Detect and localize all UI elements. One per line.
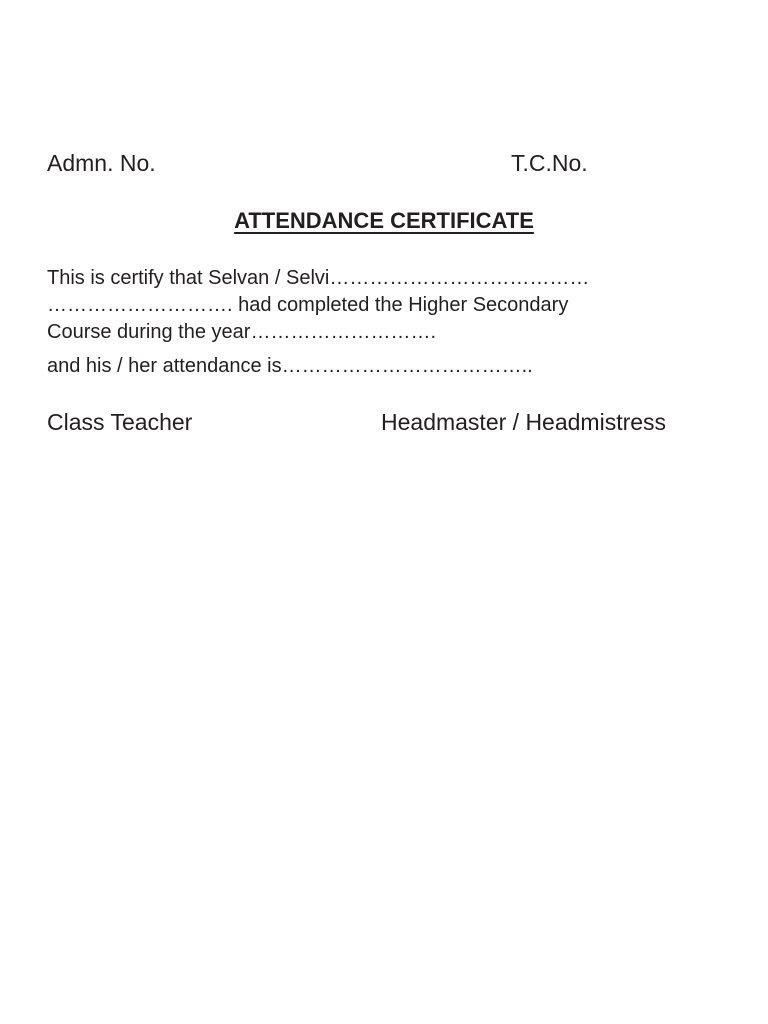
header-row [47, 150, 707, 180]
body-line-2: ………………………. had completed the Higher Secondary [47, 294, 569, 316]
certificate-title [0, 208, 768, 234]
certificate-title-text: ATTENDANCE CERTIFICATE [234, 208, 534, 233]
admission-number-label: Admn. No. [47, 150, 156, 176]
body-line-3: Course during the year………………………. [47, 321, 437, 343]
body-line-4: and his / her attendance is……………………………….. [47, 355, 533, 377]
body-line-1: This is certify that Selvan / Selvi………………………………… [47, 267, 590, 289]
class-teacher-signature-label: Class Teacher [47, 409, 193, 435]
tc-number-label: T.C.No. [511, 150, 588, 176]
signature-row [47, 409, 707, 441]
certificate-body [47, 265, 707, 380]
headmaster-signature-label: Headmaster / Headmistress [381, 409, 667, 435]
